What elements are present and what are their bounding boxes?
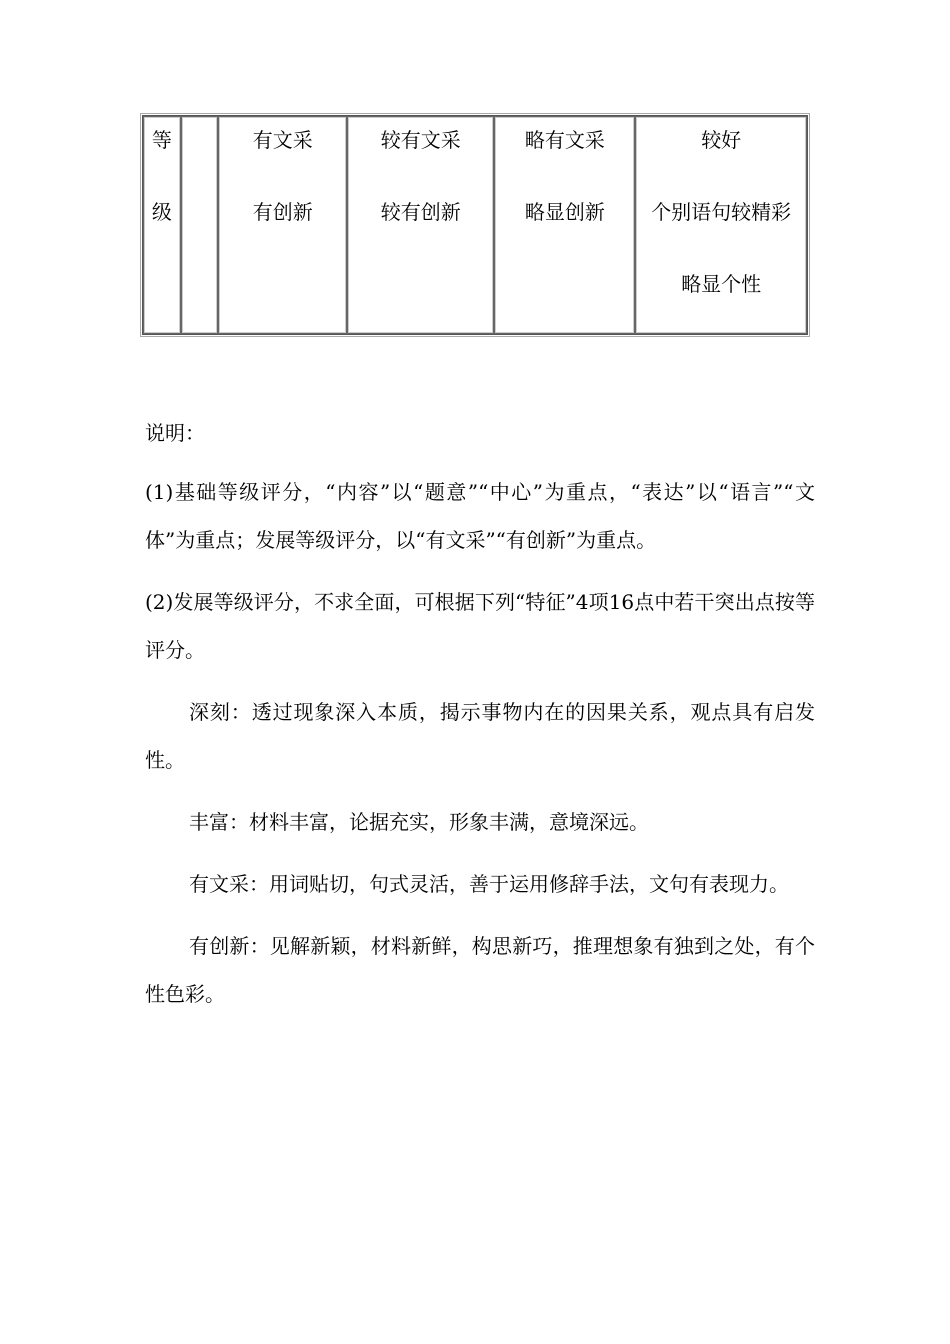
grade-cell-line: 较好 bbox=[701, 128, 742, 152]
grade-cell-line: 较有创新 bbox=[380, 200, 461, 224]
grade-label-line: 等 bbox=[151, 128, 172, 152]
grade-cell-line: 较有文采 bbox=[380, 128, 461, 152]
grade-table bbox=[142, 115, 808, 335]
grade-label-cell bbox=[143, 116, 181, 334]
grade-cell-line: 略有文采 bbox=[524, 128, 605, 152]
grade-label-line: 级 bbox=[151, 200, 172, 224]
grade-cell-line: 有创新 bbox=[252, 200, 313, 224]
note-paragraph: (1)基础等级评分，“内容”以“题意”“中心”为重点，“表达”以“语言”“文体”为重点；发展等级评分，以“有文采”“有创新”为重点。 bbox=[145, 480, 815, 552]
grade-cell-1 bbox=[218, 116, 347, 334]
grade-cell-line: 略显创新 bbox=[524, 200, 605, 224]
notes-section bbox=[145, 410, 815, 1018]
feature-paragraph: 有文采：用词贴切，句式灵活，善于运用修辞手法，文句有表现力。 bbox=[189, 872, 789, 896]
feature-paragraph: 深刻：透过现象深入本质，揭示事物内在的因果关系，观点具有启发性。 bbox=[145, 700, 815, 772]
note-paragraph: (2)发展等级评分，不求全面，可根据下列“特征”4项16点中若干突出点按等评分。 bbox=[145, 590, 815, 662]
table-row bbox=[143, 116, 807, 334]
grade-cell-3 bbox=[494, 116, 635, 334]
grade-cell-line: 个别语句较精彩 bbox=[651, 200, 792, 224]
notes-heading: 说明： bbox=[145, 421, 205, 445]
grade-cell-line: 有文采 bbox=[252, 128, 313, 152]
grade-cell-4 bbox=[635, 116, 807, 334]
feature-paragraph: 丰富：材料丰富，论据充实，形象丰满，意境深远。 bbox=[189, 810, 649, 834]
feature-paragraph: 有创新：见解新颖，材料新鲜，构思新巧，推理想象有独到之处，有个性色彩。 bbox=[145, 934, 815, 1006]
grade-cell-2 bbox=[347, 116, 494, 334]
empty-cell bbox=[181, 116, 218, 334]
grade-cell-line: 略显个性 bbox=[681, 272, 762, 296]
